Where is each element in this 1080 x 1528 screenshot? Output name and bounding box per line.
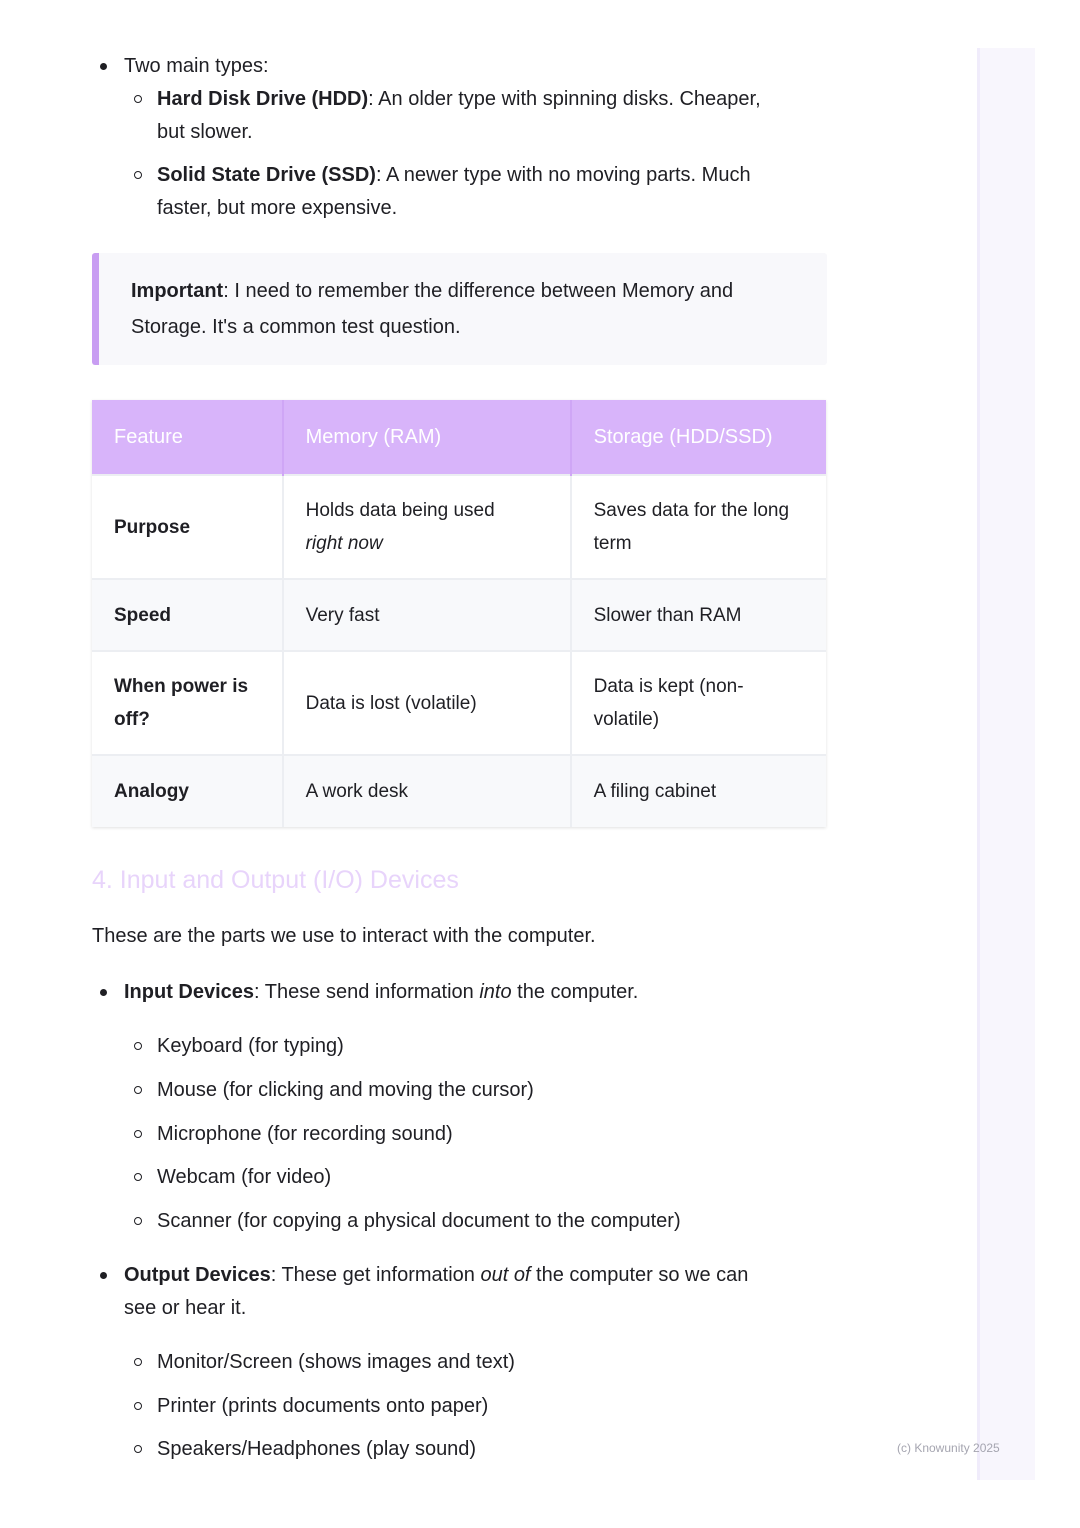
list-item xyxy=(157,1390,488,1423)
callout-line2: Storage. It's a common test question. xyxy=(131,316,461,338)
input-after: the computer. xyxy=(511,981,639,1003)
storage-text: A filing cabinet xyxy=(593,781,717,802)
input-item-text: Mouse (for clicking and moving the cursor) xyxy=(157,1079,534,1101)
output-item-text: Printer (prints documents onto paper) xyxy=(157,1395,489,1417)
hdd-line2: but slower. xyxy=(157,121,253,143)
ssd-item xyxy=(157,159,751,225)
important-callout xyxy=(92,253,827,365)
memory-italic-text: right now xyxy=(305,533,383,554)
storage-text-2: term xyxy=(593,533,632,554)
bullet-circle-icon xyxy=(134,95,142,103)
input-before: : These send information xyxy=(254,981,480,1003)
list-item xyxy=(157,1161,331,1194)
header-feature: Feature xyxy=(92,400,283,475)
storage-text: Data is kept (non- xyxy=(593,676,744,697)
bullet-circle-icon xyxy=(134,171,142,179)
row-memory xyxy=(283,755,571,827)
memory-text: Holds data being used xyxy=(305,500,495,521)
bullet-circle-icon xyxy=(134,1217,142,1225)
feature-text-2: off? xyxy=(114,709,150,730)
table-header-row xyxy=(92,400,826,475)
ssd-line1: : A newer type with no moving parts. Much xyxy=(375,164,751,186)
feature-text: Purpose xyxy=(114,516,191,538)
table-row xyxy=(92,755,826,827)
row-feature xyxy=(92,651,283,755)
row-feature xyxy=(92,579,283,651)
section-intro: These are the parts we use to interact with the computer. xyxy=(92,925,596,947)
output-item-text: Speakers/Headphones (play sound) xyxy=(157,1438,477,1460)
row-storage xyxy=(571,651,826,755)
storage-text: Slower than RAM xyxy=(593,604,742,626)
table-row xyxy=(92,475,826,579)
bullet-circle-icon xyxy=(134,1086,142,1094)
feature-text: Speed xyxy=(114,604,172,626)
bullet-circle-icon xyxy=(134,1445,142,1453)
input-item-text: Scanner (for copying a physical document to the computer) xyxy=(157,1210,681,1232)
row-storage xyxy=(571,579,826,651)
row-memory xyxy=(283,579,571,651)
list-item xyxy=(157,1346,515,1379)
storage-text-2: volatile) xyxy=(593,709,660,730)
output-devices-line2: see or hear it. xyxy=(124,1297,247,1319)
hdd-term: Hard Disk Drive (HDD) xyxy=(157,88,369,110)
memory-text: Data is lost (volatile) xyxy=(305,692,477,714)
output-italic: out of xyxy=(480,1264,531,1286)
hdd-line1: : An older type with spinning disks. Cheaper, xyxy=(368,88,761,110)
callout-label: Important xyxy=(131,280,224,302)
memory-storage-table xyxy=(92,400,826,827)
types-intro: Two main types: xyxy=(124,55,269,77)
row-feature xyxy=(92,475,283,579)
list-item xyxy=(157,1030,344,1063)
row-storage xyxy=(571,475,826,579)
list-item xyxy=(157,1118,453,1151)
feature-text: Analogy xyxy=(114,781,189,802)
bullet-dot-icon xyxy=(100,989,107,996)
bullet-circle-icon xyxy=(134,1358,142,1366)
bullet-circle-icon xyxy=(134,1042,142,1050)
list-item xyxy=(157,1205,681,1238)
list-item xyxy=(157,1074,534,1107)
row-feature xyxy=(92,755,283,827)
header-storage: Storage (HDD/SSD) xyxy=(571,400,826,475)
feature-text: When power is xyxy=(114,676,249,697)
bullet-circle-icon xyxy=(134,1173,142,1181)
row-memory xyxy=(283,475,571,579)
table-row xyxy=(92,579,826,651)
input-term: Input Devices xyxy=(124,981,255,1003)
callout-line1: : I need to remember the difference between Memory and xyxy=(223,280,734,302)
side-margin-strip xyxy=(977,48,1035,1480)
ssd-term: Solid State Drive (SSD) xyxy=(157,164,376,186)
table-row xyxy=(92,651,826,755)
copyright-footer: (c) Knowunity 2025 xyxy=(897,1441,1000,1455)
list-item xyxy=(157,1433,476,1466)
bullet-circle-icon xyxy=(134,1130,142,1138)
types-bullet xyxy=(124,50,269,83)
output-before: : These get information xyxy=(270,1264,481,1286)
memory-text: Very fast xyxy=(305,604,380,626)
hdd-item xyxy=(157,83,761,149)
memory-text: A work desk xyxy=(305,781,409,802)
storage-text: Saves data for the long xyxy=(593,500,790,521)
bullet-circle-icon xyxy=(134,1402,142,1410)
bullet-dot-icon xyxy=(100,63,107,70)
bullet-dot-icon xyxy=(100,1272,107,1279)
input-item-text: Keyboard (for typing) xyxy=(157,1035,344,1057)
output-devices-bullet xyxy=(124,1259,828,1292)
input-devices-bullet xyxy=(124,976,638,1009)
row-memory xyxy=(283,651,571,755)
output-term: Output Devices xyxy=(124,1264,271,1286)
output-after: the computer so we can xyxy=(530,1264,749,1286)
input-item-text: Microphone (for recording sound) xyxy=(157,1123,453,1145)
input-italic: into xyxy=(479,981,512,1003)
output-item-text: Monitor/Screen (shows images and text) xyxy=(157,1351,515,1373)
header-memory: Memory (RAM) xyxy=(283,400,571,475)
input-item-text: Webcam (for video) xyxy=(157,1166,332,1188)
section-title: 4. Input and Output (I/O) Devices xyxy=(92,866,459,894)
ssd-line2: faster, but more expensive. xyxy=(157,197,398,219)
row-storage xyxy=(571,755,826,827)
